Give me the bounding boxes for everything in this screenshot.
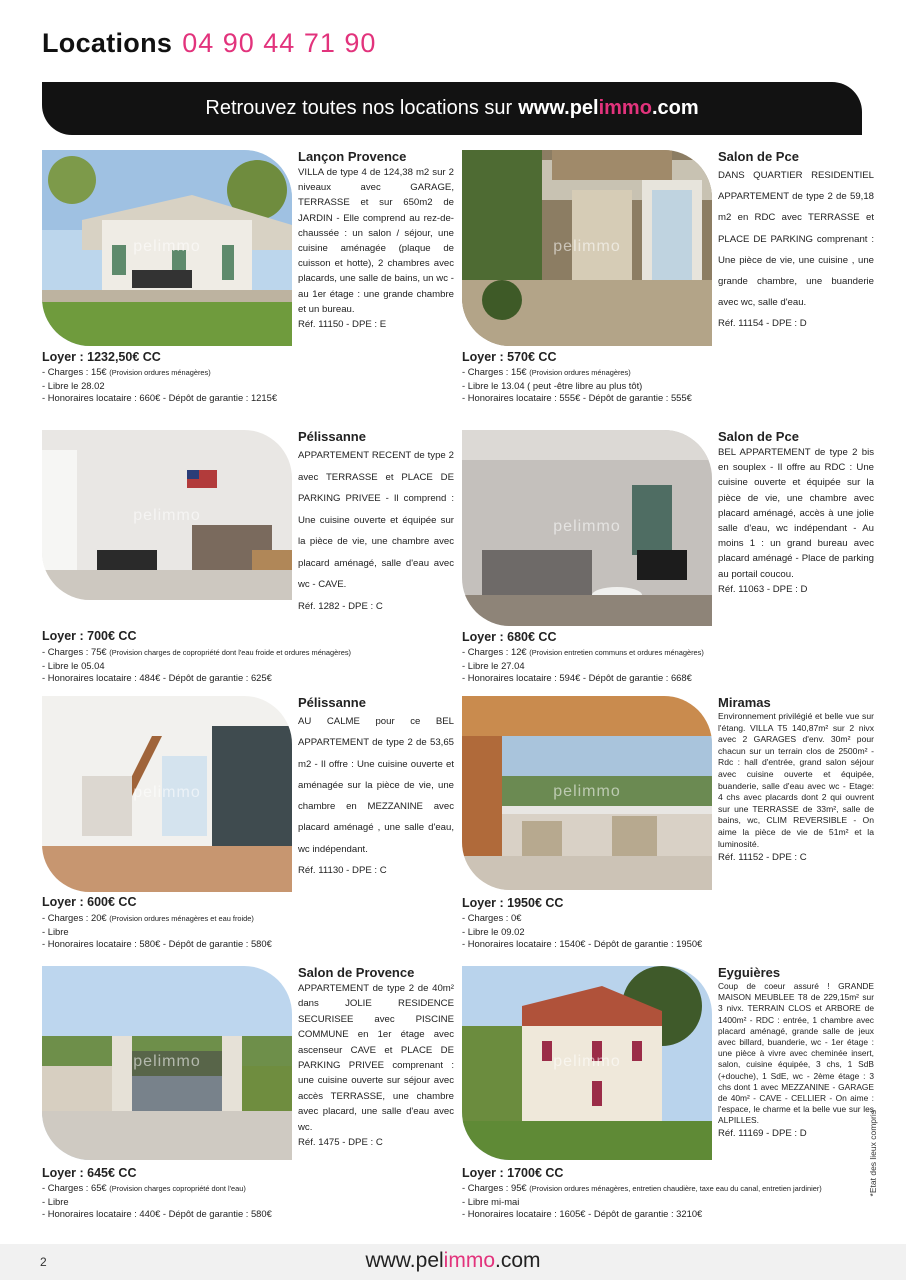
listing-description — [298, 694, 454, 881]
footer — [0, 1244, 906, 1280]
side-note: *Etat des lieux compris — [868, 1110, 878, 1197]
listing-details: - Charges : 12€ (Provision entretien communs et ordures ménagères) - Libre le 27.04 - Honoraires locataire : 594€ - Dépôt de garantie : 668€ — [462, 646, 704, 683]
listing-ref: Réf. 1282 - DPE : C — [298, 600, 383, 612]
listing-desc-text: Coup de coeur assuré ! GRANDE MAISON MEUBLEE T8 de 229,15m² sur 3 nivx. TERRAIN CLOS et ARBORE de 1400m² - RDC : entrée, 1 chambre avec placard aménagé, grande salle de jeux avec billard, buanderie, wc - 1er étage : une pièce à vivre avec cheminée insert, salon, cuisine équipée, 3 chs, 1 SdB (+douche), 1 SdE, wc - 2ème étage : 3 chs dont 1 avec MEZZANINE - GARAGE de 40m² - CAVE - CELLIER - On aime : l'espace, le charme et la belle vue sur les ALPILLES. — [718, 981, 874, 1126]
listing-city: Miramas — [718, 695, 771, 710]
listing-rent: Loyer : 680€ CC — [462, 630, 557, 644]
listing-description — [298, 428, 454, 617]
property-photo[interactable] — [462, 150, 712, 346]
listing-details: - Charges : 75€ (Provision charges de copropriété dont l'eau froide et ordures ménagères) - Libre le 05.04 - Honoraires locataire : 484€ - Dépôt de garantie : 625€ — [42, 646, 351, 683]
listing-rent: Loyer : 600€ CC — [42, 895, 137, 909]
listing-rent: Loyer : 645€ CC — [42, 1166, 137, 1180]
listing-desc-text: APPARTEMENT RECENT de type 2 avec TERRASSE et PLACE DE PARKING PRIVEE - Il comprend : Une cuisine ouverte et équipée sur la pièce de vie, une chambre avec placard aménagé, salle d'eau avec wc - CAVE. — [298, 450, 454, 590]
listing-desc-text: APPARTEMENT de type 2 de 40m² dans JOLIE RESIDENCE SECURISEE avec PISCINE COMMUNE en 1er étage avec ascenseur CAVE et PLACE DE PARKING PRIVEE comprenant : une cuisine ouverte sur séjour avec accès TERRASSE, une chambre avec placard, une salle d'eau avec wc. — [298, 983, 454, 1133]
listing-ref: Réf. 11152 - DPE : C — [718, 852, 807, 864]
banner-url[interactable]: www.pelimmo.com — [518, 97, 699, 119]
listing-description — [718, 964, 874, 1141]
photo-watermark: pelimmo — [133, 238, 201, 256]
photo-watermark: pelimmo — [553, 518, 621, 536]
photo-watermark: pelimmo — [553, 238, 621, 256]
listing-city: Pélissanne — [298, 429, 366, 444]
listing-details: - Charges : 0€ - Libre le 09.02 - Honoraires locataire : 1540€ - Dépôt de garantie : 1950€ — [462, 912, 703, 949]
footer-website-link[interactable]: www.pelimmo.com — [365, 1249, 541, 1272]
listing-details: - Charges : 15€ (Provision ordures ménagères) - Libre le 28.02 - Honoraires locataire : 660€ - Dépôt de garantie : 1215€ — [42, 366, 278, 403]
listing-city: Lançon Provence — [298, 149, 407, 164]
property-photo[interactable] — [42, 430, 292, 600]
title-word: Locations — [42, 28, 173, 58]
listing-ref: Réf. 1475 - DPE : C — [298, 1137, 383, 1149]
photo-watermark: pelimmo — [133, 784, 201, 802]
property-photo[interactable] — [462, 696, 712, 890]
phone-number[interactable]: 04 90 44 71 90 — [182, 28, 377, 58]
listing-details: - Charges : 15€ (Provision ordures ménagères) - Libre le 13.04 ( peut -être libre au plus tôt) - Honoraires locataire : 555€ - Dépôt de garantie : 555€ — [462, 366, 692, 403]
listing-city: Pélissanne — [298, 695, 366, 710]
listing-city: Salon de Pce — [718, 429, 799, 444]
listing-ref: Réf. 11169 - DPE : D — [718, 1127, 807, 1139]
listing-details: - Charges : 20€ (Provision ordures ménagères et eau froide) - Libre - Honoraires locataire : 580€ - Dépôt de garantie : 580€ — [42, 912, 272, 949]
listing-details: - Charges : 95€ (Provision ordures ménagères, entretien chaudière, taxe eau du canal, entretien jardinier) - Libre mi-mai - Honoraires locataire : 1605€ - Dépôt de garantie : 3210€ — [462, 1182, 822, 1219]
listing-ref: Réf. 11130 - DPE : C — [298, 865, 387, 877]
photo-watermark: pelimmo — [553, 783, 621, 801]
listing-rent: Loyer : 700€ CC — [42, 629, 137, 643]
listing-city: Salon de Provence — [298, 965, 415, 980]
listing-description — [718, 428, 874, 597]
listing-details: - Charges : 65€ (Provision charges copropriété dont l'eau) - Libre - Honoraires locataire : 440€ - Dépôt de garantie : 580€ — [42, 1182, 272, 1219]
listing-desc-text: DANS QUARTIER RESIDENTIEL APPARTEMENT de type 2 de 59,18 m2 en RDC avec TERRASSE et PLACE DE PARKING comprenant : Une pièce de vie, une cuisine , une grande chambre, une buanderie avec wc, salle d'eau. — [718, 170, 874, 309]
page-title — [42, 28, 376, 59]
property-photo[interactable] — [42, 150, 292, 346]
listing-rent: Loyer : 1950€ CC — [462, 896, 564, 910]
property-photo[interactable] — [42, 696, 292, 892]
listing-rent: Loyer : 1232,50€ CC — [42, 350, 161, 364]
listing-description — [298, 964, 454, 1150]
listing-desc-text: BEL APPARTEMENT de type 2 bis en souplex - Il offre au RDC : Une cuisine ouverte et équipée sur la pièce de vie, une chambre avec placard aménagé, accès à une jolie salle d'eau, wc indépendant - Au moins 1 : un grand bureau avec placard aménagé - Place de parking au portail coucou. — [718, 447, 874, 580]
listing-ref: Réf. 11063 - DPE : D — [718, 583, 808, 595]
listing-desc-text: VILLA de type 4 de 124,38 m2 sur 2 niveaux avec GARAGE, TERRASSE et sur 650m2 de JARDIN - Elle comprend au rez-de-chaussée : un salon / séjour, une cuisine aménagée (plaque de cuisson et hotte), 2 chambres avec placards, une salle de bains, un wc - au 1er étage : une grande chambre et un bureau. — [298, 167, 454, 315]
property-photo[interactable] — [462, 430, 712, 626]
website-banner — [42, 82, 862, 135]
listing-city: Salon de Pce — [718, 149, 799, 164]
photo-watermark: pelimmo — [133, 506, 201, 524]
listing-desc-text: AU CALME pour ce BEL APPARTEMENT de type 2 de 53,65 m2 - Il offre : Une cuisine ouverte et aménagée sur la pièce de vie, une chambre en MEZZANINE avec placard aménagé , une salle d'eau, wc indépendant. — [298, 716, 454, 855]
banner-text: Retrouvez toutes nos locations sur — [205, 97, 513, 119]
listing-rent: Loyer : 1700€ CC — [462, 1166, 564, 1180]
photo-watermark: pelimmo — [553, 1053, 621, 1071]
property-photo[interactable] — [462, 966, 712, 1160]
listing-description — [718, 148, 874, 335]
listing-description — [718, 694, 874, 865]
listing-desc-text: Environnement privilégié et belle vue sur l'étang. VILLA T5 140,87m² sur 2 nivx avec 2 GARAGES d'env. 30m² pour chacun sur un terrain clos de 2500m² - Rdc : hall d'entrée, grand salon séjour avec cuisine ouverte et équipée, buanderie, salle d'eau avec wc - Etage: 4 chs avec placards dont 2 qui ouvrent sur une TERRASSE de 33m², salle de bains, wc, CLIM REVERSIBLE - On aime la pièce de vie de 51m² et la luminosité. — [718, 711, 874, 849]
listing-city: Eyguières — [718, 965, 781, 980]
listing-rent: Loyer : 570€ CC — [462, 350, 557, 364]
listing-ref: Réf. 11154 - DPE : D — [718, 318, 807, 330]
listing-ref: Réf. 11150 - DPE : E — [298, 319, 387, 331]
photo-watermark: pelimmo — [133, 1053, 201, 1071]
property-photo[interactable] — [42, 966, 292, 1160]
listing-description — [298, 148, 454, 332]
page-number: 2 — [40, 1255, 47, 1269]
